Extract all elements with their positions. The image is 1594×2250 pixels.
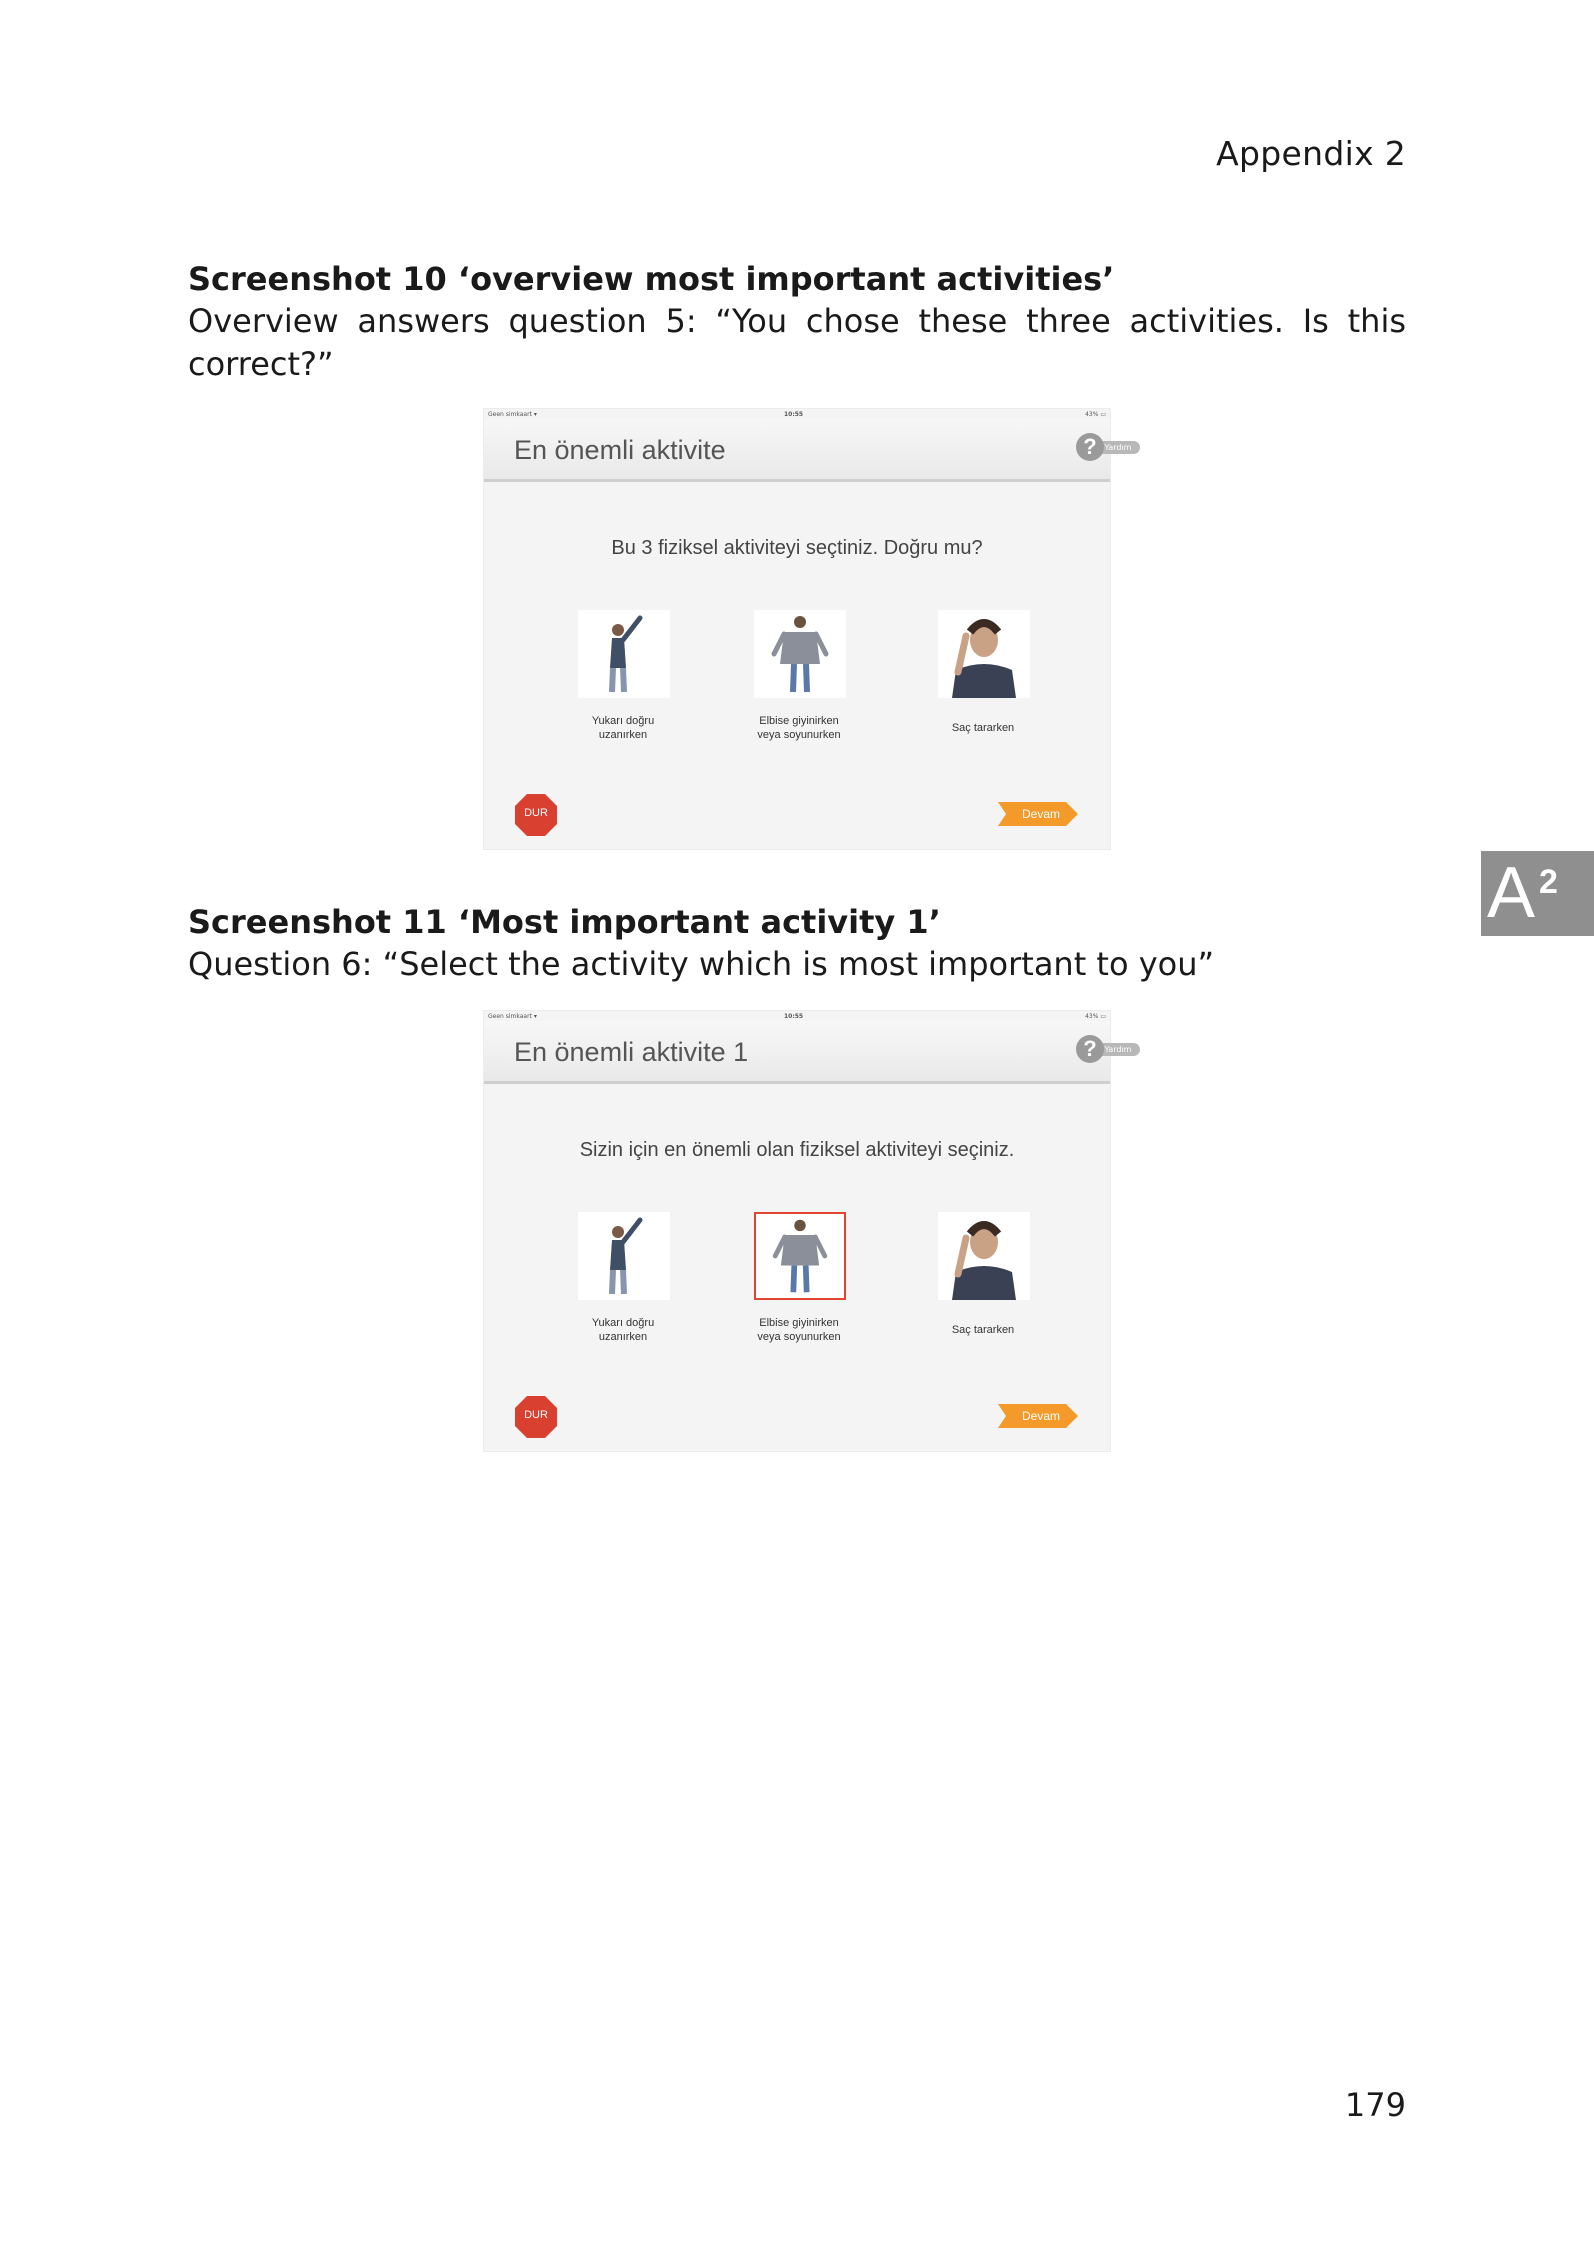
next-button[interactable] — [998, 1404, 1078, 1428]
status-carrier: Geen simkaart ▾ — [488, 1013, 537, 1020]
status-time: 10:55 — [784, 1013, 804, 1020]
activity-label: Elbise giyinirken veya soyunurken — [757, 715, 841, 741]
stop-label: DUR — [524, 807, 548, 819]
activity-photo-combing-hair — [938, 610, 1030, 698]
stop-button[interactable] — [514, 1395, 558, 1439]
app-screenshot-overview — [484, 409, 1132, 849]
person-dressing-icon — [754, 610, 846, 698]
activity-label: Yukarı doğru uzanırken — [591, 715, 655, 741]
help-label: Yardım — [1096, 441, 1140, 454]
activity-label: Saç tararken — [951, 722, 1015, 734]
activity-label: Elbise giyinirken veya soyunurken — [757, 1317, 841, 1343]
help-label: Yardım — [1096, 1043, 1140, 1056]
app-screenshot-select-most-important — [484, 1011, 1132, 1451]
activity-photo-dressing — [754, 610, 846, 698]
question-mark-icon: ? — [1076, 1035, 1104, 1063]
activity-card-combing-hair[interactable] — [918, 610, 1048, 750]
screen-title: En önemli aktivite 1 — [514, 1037, 749, 1067]
status-battery: 43% ▭ — [1085, 411, 1106, 418]
screen-title: En önemli aktivite — [514, 435, 726, 465]
person-reaching-icon — [578, 1212, 670, 1300]
question-text: Bu 3 fiziksel aktiviteyi seçtiniz. Doğru mu? — [611, 537, 983, 559]
person-reaching-icon — [578, 610, 670, 698]
running-head: Appendix 2 — [1216, 134, 1406, 173]
chapter-number: 2 — [1539, 863, 1558, 901]
next-label: Devam — [1021, 1409, 1060, 1423]
nav-bar — [484, 1021, 1132, 1084]
section-screenshot-10 — [188, 258, 1406, 386]
section-title: Screenshot 11 ‘Most important activity 1’ — [188, 903, 941, 941]
activity-photo-dressing — [754, 1212, 846, 1300]
person-combing-icon — [938, 610, 1030, 698]
activity-photo-reaching-up — [578, 1212, 670, 1300]
status-time: 10:55 — [784, 411, 804, 418]
page-number: 179 — [1344, 2086, 1406, 2124]
activity-photo-reaching-up — [578, 610, 670, 698]
section-title: Screenshot 10 ‘overview most important activities’ — [188, 260, 1115, 298]
nav-bar — [484, 419, 1132, 482]
activity-card-reaching-up[interactable] — [558, 1212, 688, 1352]
section-description: Overview answers question 5: “You chose these three activities. Is this correct?” — [188, 302, 1406, 383]
activity-card-dressing-selected[interactable] — [734, 1212, 864, 1352]
activity-card-combing-hair[interactable] — [918, 1212, 1048, 1352]
person-dressing-icon — [756, 1214, 844, 1298]
section-screenshot-11 — [188, 901, 1406, 986]
section-description: Question 6: “Select the activity which is most important to you” — [188, 945, 1215, 983]
stop-label: DUR — [524, 1409, 548, 1421]
activity-card-reaching-up[interactable] — [558, 610, 688, 750]
status-battery: 43% ▭ — [1085, 1013, 1106, 1020]
chapter-letter: A — [1487, 853, 1536, 933]
activity-label: Saç tararken — [951, 1324, 1015, 1336]
status-carrier: Geen simkaart ▾ — [488, 411, 537, 418]
activity-card-dressing[interactable] — [734, 610, 864, 750]
next-label: Devam — [1021, 807, 1060, 821]
question-mark-icon: ? — [1076, 433, 1104, 461]
question-text: Sizin için en önemli olan fiziksel aktiviteyi seçiniz. — [579, 1139, 1015, 1161]
person-combing-icon — [938, 1212, 1030, 1300]
activity-label: Yukarı doğru uzanırken — [591, 1317, 655, 1343]
activity-photo-combing-hair — [938, 1212, 1030, 1300]
next-button[interactable] — [998, 802, 1078, 826]
chapter-tab — [1481, 851, 1594, 936]
stop-button[interactable] — [514, 793, 558, 837]
